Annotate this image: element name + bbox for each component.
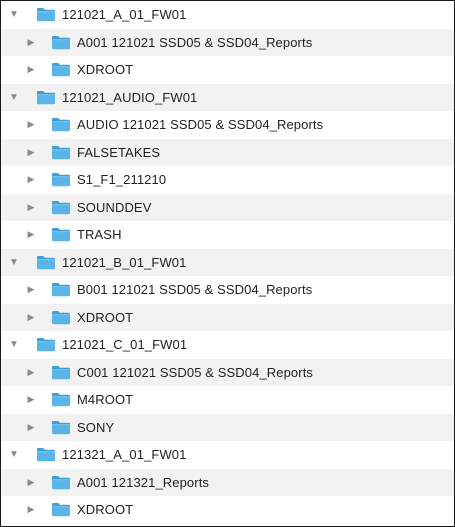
tree-row-child[interactable] [1,386,454,414]
disclosure-triangle-right-icon[interactable]: ▶ [27,366,35,377]
folder-name: 121021_A_01_FW01 [62,7,187,22]
disclosure-triangle-right-icon[interactable]: ▶ [27,201,35,212]
disclosure-triangle-right-icon[interactable]: ▶ [27,394,35,405]
tree-row-child[interactable] [1,29,454,57]
tree-row-child[interactable] [1,56,454,84]
folder-name: A001 121321_Reports [77,474,210,490]
folder-name: XDROOT [77,502,134,517]
tree-row-child[interactable] [1,194,454,222]
disclosure-triangle-right-icon[interactable]: ▶ [27,284,35,295]
disclosure-triangle-right-icon[interactable]: ▶ [27,421,35,432]
tree-row-parent[interactable] [1,1,454,29]
folder-name: B001 121021 SSD05 & SSD04_Reports [77,282,313,297]
folder-name: AUDIO 121021 SSD05 & SSD04_Reports [77,117,324,132]
folder-name: SONY [77,419,115,435]
tree-row-child[interactable] [1,111,454,139]
folder-icon [51,310,71,325]
tree-row-child[interactable] [1,359,454,387]
folder-icon [36,337,56,352]
disclosure-triangle-down-icon[interactable]: ▼ [9,449,19,461]
tree-row-child[interactable] [1,414,454,442]
folder-name: A001 121021 SSD05 & SSD04_Reports [77,34,313,50]
folder-icon [51,200,71,215]
folder-icon [51,62,71,77]
tree-row-child[interactable] [1,469,454,497]
tree-row-parent[interactable] [1,441,454,469]
disclosure-triangle-right-icon[interactable]: ▶ [27,64,35,75]
folder-icon [51,282,71,297]
folder-icon [51,392,71,407]
disclosure-triangle-right-icon[interactable]: ▶ [27,174,35,185]
disclosure-triangle-down-icon[interactable]: ▼ [9,9,19,21]
folder-icon [51,475,71,490]
folder-name: S1_F1_211210 [77,172,167,187]
folder-name: C001 121021 SSD05 & SSD04_Reports [77,364,314,380]
folder-icon [36,255,56,270]
tree-row-child[interactable] [1,304,454,332]
folder-icon [36,7,56,22]
tree-row-child[interactable] [1,496,454,524]
disclosure-triangle-right-icon[interactable]: ▶ [27,146,35,157]
folder-name: 121021_C_01_FW01 [62,337,188,352]
folder-icon [51,117,71,132]
disclosure-triangle-down-icon[interactable]: ▼ [9,91,19,103]
disclosure-triangle-right-icon[interactable]: ▶ [27,229,35,240]
folder-name: XDROOT [77,309,134,325]
folder-icon [51,365,71,380]
tree-row-parent[interactable] [1,331,454,359]
disclosure-triangle-right-icon[interactable]: ▶ [27,36,35,47]
tree-row-child[interactable] [1,276,454,304]
folder-name: 121021_B_01_FW01 [62,254,187,270]
folder-icon [51,227,71,242]
disclosure-triangle-down-icon[interactable]: ▼ [9,339,19,351]
folder-name: XDROOT [77,62,134,77]
tree-row-child[interactable] [1,221,454,249]
folder-name: FALSETAKES [77,144,161,160]
tree-row-child[interactable] [1,166,454,194]
folder-icon [36,447,56,462]
folder-name: TRASH [77,227,122,242]
folder-icon [51,35,71,50]
disclosure-triangle-down-icon[interactable]: ▼ [9,256,19,268]
folder-name: M4ROOT [77,392,134,407]
folder-icon [51,502,71,517]
folder-name: SOUNDDEV [77,199,152,215]
disclosure-triangle-right-icon[interactable]: ▶ [27,476,35,487]
folder-name: 121321_A_01_FW01 [62,447,187,462]
disclosure-triangle-right-icon[interactable]: ▶ [27,311,35,322]
tree-row-child[interactable] [1,139,454,167]
folder-icon [51,420,71,435]
tree-row-parent[interactable] [1,249,454,277]
tree-row-parent[interactable] [1,84,454,112]
folder-icon [51,145,71,160]
disclosure-triangle-right-icon[interactable]: ▶ [27,119,35,130]
folder-name: 121021_AUDIO_FW01 [62,89,198,105]
disclosure-triangle-right-icon[interactable]: ▶ [27,504,35,515]
folder-icon [36,90,56,105]
folder-icon [51,172,71,187]
folder-tree [1,1,454,524]
